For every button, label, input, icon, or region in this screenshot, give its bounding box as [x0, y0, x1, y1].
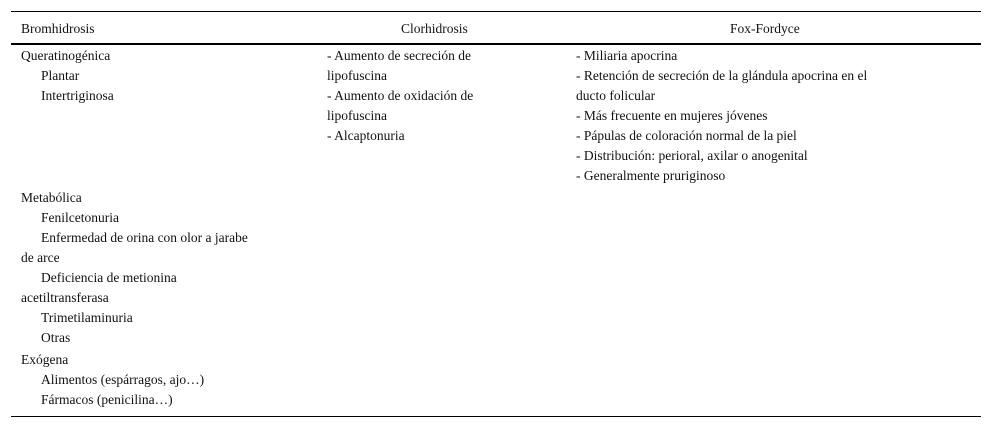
exogenous-title: Exógena — [21, 352, 69, 367]
header-fox-fordyce: Fox-Fordyce — [730, 21, 800, 36]
metabolic-title: Metabólica — [21, 190, 82, 205]
metabolic-item: Trimetilaminuria — [41, 310, 133, 325]
metabolic-item: Fenilcetonuria — [41, 210, 119, 225]
clorhidrosis-line: - Alcaptonuria — [327, 128, 405, 143]
keratinogenic-title: Queratinogénica — [21, 48, 111, 63]
fox-fordyce-line: - Generalmente pruriginoso — [576, 168, 726, 183]
fox-fordyce-line: - Distribución: perioral, axilar o anogenital — [576, 148, 808, 163]
metabolic-item: Enfermedad de orina con olor a jarabe — [41, 230, 248, 245]
fox-fordyce-line: - Miliaria apocrina — [576, 48, 678, 63]
comparison-table — [11, 11, 981, 417]
header-clorhidrosis: Clorhidrosis — [401, 21, 468, 36]
fox-fordyce-line: - Más frecuente en mujeres jóvenes — [576, 108, 768, 123]
exogenous-item: Fármacos (penicilina…) — [41, 392, 173, 407]
metabolic-item-wrap: de arce — [21, 250, 60, 265]
fox-fordyce-line: - Retención de secreción de la glándula apocrina en el — [576, 68, 868, 83]
metabolic-item: Deficiencia de metionina — [41, 270, 177, 285]
exogenous-item: Alimentos (espárragos, ajo…) — [41, 372, 205, 387]
clorhidrosis-line: - Aumento de secreción de — [327, 48, 471, 63]
clorhidrosis-line: - Aumento de oxidación de — [327, 88, 474, 103]
keratinogenic-item: Plantar — [41, 68, 80, 83]
header-bromhidrosis: Bromhidrosis — [21, 21, 95, 36]
clorhidrosis-line: lipofuscina — [327, 108, 387, 123]
metabolic-item: Otras — [41, 330, 71, 345]
fox-fordyce-column — [576, 46, 936, 186]
fox-fordyce-line: - Pápulas de coloración normal de la piel — [576, 128, 797, 143]
keratinogenic-item: Intertriginosa — [41, 88, 114, 103]
clorhidrosis-column — [327, 46, 527, 146]
bottom-rule — [11, 416, 981, 417]
metabolic-item-wrap: acetiltransferasa — [21, 290, 109, 305]
clorhidrosis-line: lipofuscina — [327, 68, 387, 83]
bromhidrosis-column — [21, 46, 291, 410]
table-body — [11, 45, 981, 416]
fox-fordyce-line: ducto folicular — [576, 88, 656, 103]
table-header — [11, 12, 981, 43]
